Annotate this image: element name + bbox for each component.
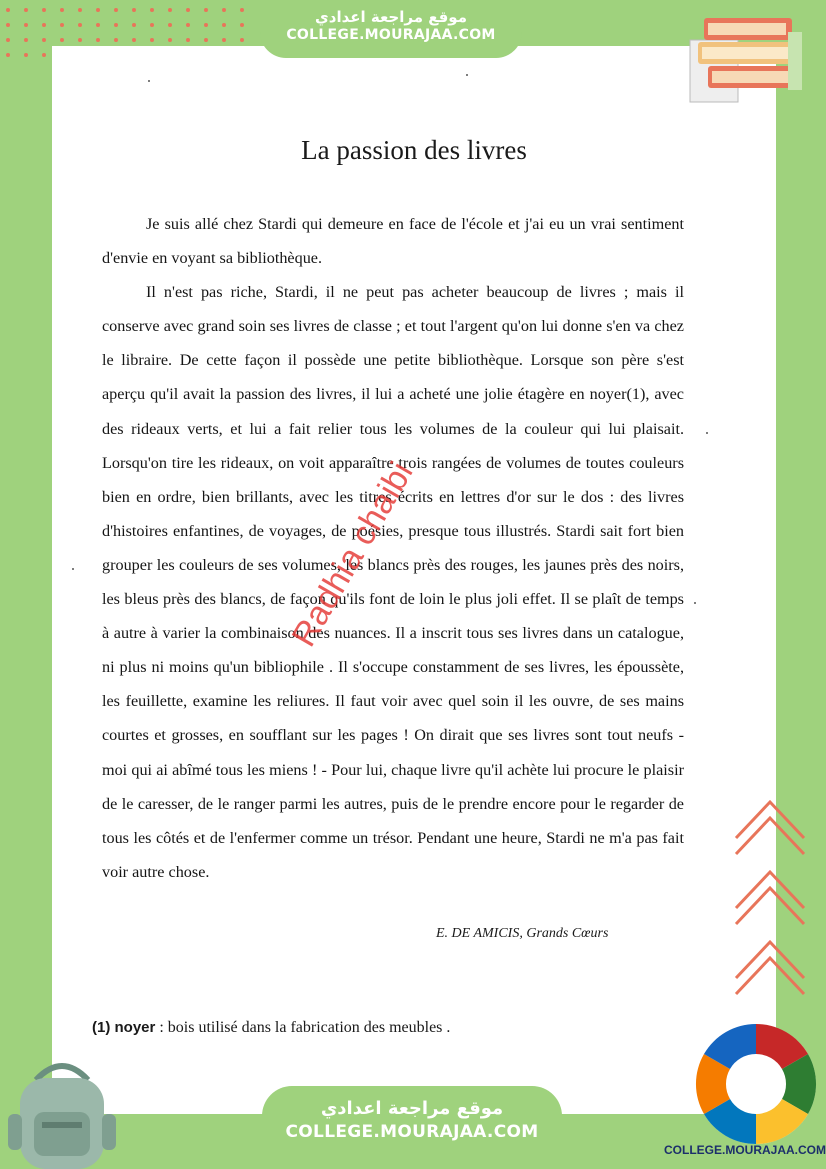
school-subjects-wheel-icon — [694, 1022, 818, 1146]
scan-speck — [466, 74, 468, 76]
decorative-dot — [42, 38, 46, 42]
decorative-dot — [78, 8, 82, 12]
decorative-dot — [114, 23, 118, 27]
chevron-up-decoration-icon — [730, 790, 810, 1030]
decorative-dot — [132, 8, 136, 12]
scan-speck — [148, 80, 150, 82]
paragraph: Je suis allé chez Stardi qui demeure en face de l'école et j'ai eu un vrai sentiment d'envie en voyant sa bibliothèque. — [102, 215, 684, 268]
decorative-dot — [222, 23, 226, 27]
decorative-dot — [240, 8, 244, 12]
watermark: Radhia chaibi — [284, 455, 421, 653]
document-body — [102, 207, 684, 889]
footnote — [92, 1019, 450, 1037]
books-stack-icon — [688, 12, 808, 104]
decorative-dot — [24, 8, 28, 12]
decorative-dot — [24, 38, 28, 42]
footer-banner — [262, 1086, 562, 1156]
decorative-dot — [6, 8, 10, 12]
decorative-dot — [60, 38, 64, 42]
decorative-dot — [6, 53, 10, 57]
decorative-dot — [204, 23, 208, 27]
header-url[interactable]: COLLEGE.MOURAJAA.COM — [286, 27, 496, 43]
decorative-dot — [222, 8, 226, 12]
logo-url[interactable]: COLLEGE.MOURAJAA.COM — [664, 1143, 826, 1157]
decorative-dot — [168, 8, 172, 12]
decorative-dot — [240, 23, 244, 27]
footer-arabic-site: موقع مراجعة اعدادي — [320, 1098, 504, 1119]
decorative-dot — [78, 38, 82, 42]
scan-speck — [694, 602, 696, 604]
decorative-dot — [6, 23, 10, 27]
paragraph: Il n'est pas riche, Stardi, il ne peut pas acheter beaucoup de livres ; mais il conserve avec grand soin ses livres de classe ; et tout l'argent qu'on lui donne s'en va chez le libraire. De cette façon il possède une petite bibliothèque. Lorsque son père s'est aperçu qu'il avait la passion des livres, il lui a acheté une jolie étagère en noyer(1), avec des rideaux verts, et lui a fait relier tous les volumes de la couleur qui lui plaisait. Lorsqu'on tire les rideaux, on voit apparaître trois rangées de volumes de toutes couleurs bien en ordre, bien brillants, avec les titres écrits en lettres d'or sur le dos : des livres d'histoires enfantines, de voyages, de poésies, presque tous illustrés. Stardi sait fort bien grouper les couleurs de ses volumes, les blancs près des rouges, les jaunes près des noirs, les bleus près des blancs, de façon qu'ils font de loin le plus joli effet. Il se plaît de temps à autre à varier la combinaison des nuances. Il a inscrit tous ses livres dans un catalogue, ni plus ni moins qu'un bibliophile . Il s'occupe constamment de ses livres, les époussète, les feuillette, examine les reliures. Il faut voir avec quel soin il les ouvre, de ses mains courtes et grosses, en soufflant sur les pages ! On dirait que ses livres sont tout neufs - moi qui ai abîmé tous les miens ! - Pour lui, chaque livre qu'il achète lui procure le plaisir de le caresser, de le ranger parmi les autres, puis de le prendre encore pour le regarder de tous les côtés et de l'enfermer comme un trésor. Pendant une heure, Stardi ne m'a pas fait voir autre chose. — [102, 283, 684, 881]
decorative-dot — [60, 23, 64, 27]
footnote-text: : bois utilisé dans la fabrication des meubles . — [155, 1019, 451, 1036]
decorative-dot — [42, 23, 46, 27]
decorative-dot — [150, 8, 154, 12]
decorative-dot — [186, 8, 190, 12]
decorative-dot — [168, 23, 172, 27]
decorative-dot — [204, 38, 208, 42]
footnote-marker: (1) noyer — [92, 1019, 156, 1036]
decorative-dot — [132, 23, 136, 27]
header-arabic-site: موقع مراجعة اعدادي — [315, 8, 467, 26]
decorative-dot — [60, 8, 64, 12]
decorative-dot — [204, 8, 208, 12]
document-title: La passion des livres — [301, 135, 527, 165]
author-citation: E. DE AMICIS, Grands Cœurs — [436, 926, 609, 941]
decorative-dot — [168, 38, 172, 42]
decorative-dot — [186, 38, 190, 42]
decorative-dot — [186, 23, 190, 27]
decorative-dot — [150, 23, 154, 27]
decorative-dot — [150, 38, 154, 42]
decorative-dot — [96, 23, 100, 27]
decorative-dot — [114, 38, 118, 42]
decorative-dot — [78, 23, 82, 27]
footer-url[interactable]: COLLEGE.MOURAJAA.COM — [285, 1122, 539, 1142]
decorative-dot — [114, 8, 118, 12]
decorative-dot — [240, 38, 244, 42]
decorative-dot — [42, 8, 46, 12]
decorative-dot — [96, 38, 100, 42]
decorative-dot — [24, 53, 28, 57]
header-banner — [260, 0, 522, 58]
decorative-dot — [24, 23, 28, 27]
decorative-dot — [6, 38, 10, 42]
decorative-dot — [42, 53, 46, 57]
decorative-dot — [96, 8, 100, 12]
decorative-dot — [132, 38, 136, 42]
decorative-dot — [222, 38, 226, 42]
scan-speck — [72, 568, 74, 570]
scan-speck — [706, 432, 708, 434]
backpack-icon — [6, 1052, 118, 1169]
